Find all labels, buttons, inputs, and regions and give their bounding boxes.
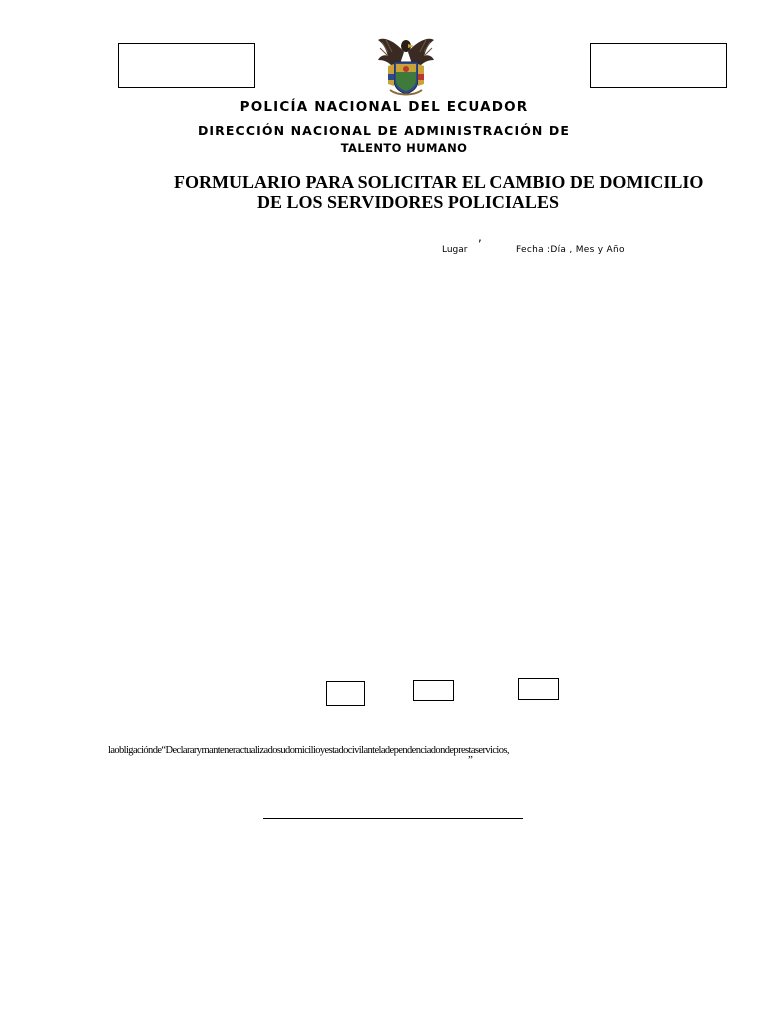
form-title-line-1: FORMULARIO PARA SOLICITAR EL CAMBIO DE DOMICILIO: [174, 172, 704, 192]
place-date-comma: ,: [478, 230, 482, 244]
police-crest-icon: [374, 30, 438, 98]
statement-closing-quote: ”: [468, 754, 473, 766]
checkbox-1[interactable]: [326, 681, 365, 706]
top-right-box: [590, 43, 727, 88]
signature-line: [263, 818, 523, 819]
form-title-line-2: DE LOS SERVIDORES POLICIALES: [257, 192, 559, 212]
place-label: Lugar: [442, 245, 468, 255]
institution-name: POLICÍA NACIONAL DEL ECUADOR: [239, 99, 529, 115]
date-label: Fecha :Día , Mes y Año: [516, 245, 625, 255]
checkbox-2[interactable]: [413, 680, 454, 701]
legal-statement: laobligaciónde“Declararymanteneractualizadosudomicilioyestadocivilanteladependenciadondeprestaservicios,: [108, 745, 509, 756]
directorate-line-2: TALENTO HUMANO: [340, 141, 468, 155]
checkbox-3[interactable]: [518, 678, 559, 700]
directorate-line-1: DIRECCIÓN NACIONAL DE ADMINISTRACIÓN DE: [197, 123, 571, 138]
top-left-box: [118, 43, 255, 88]
